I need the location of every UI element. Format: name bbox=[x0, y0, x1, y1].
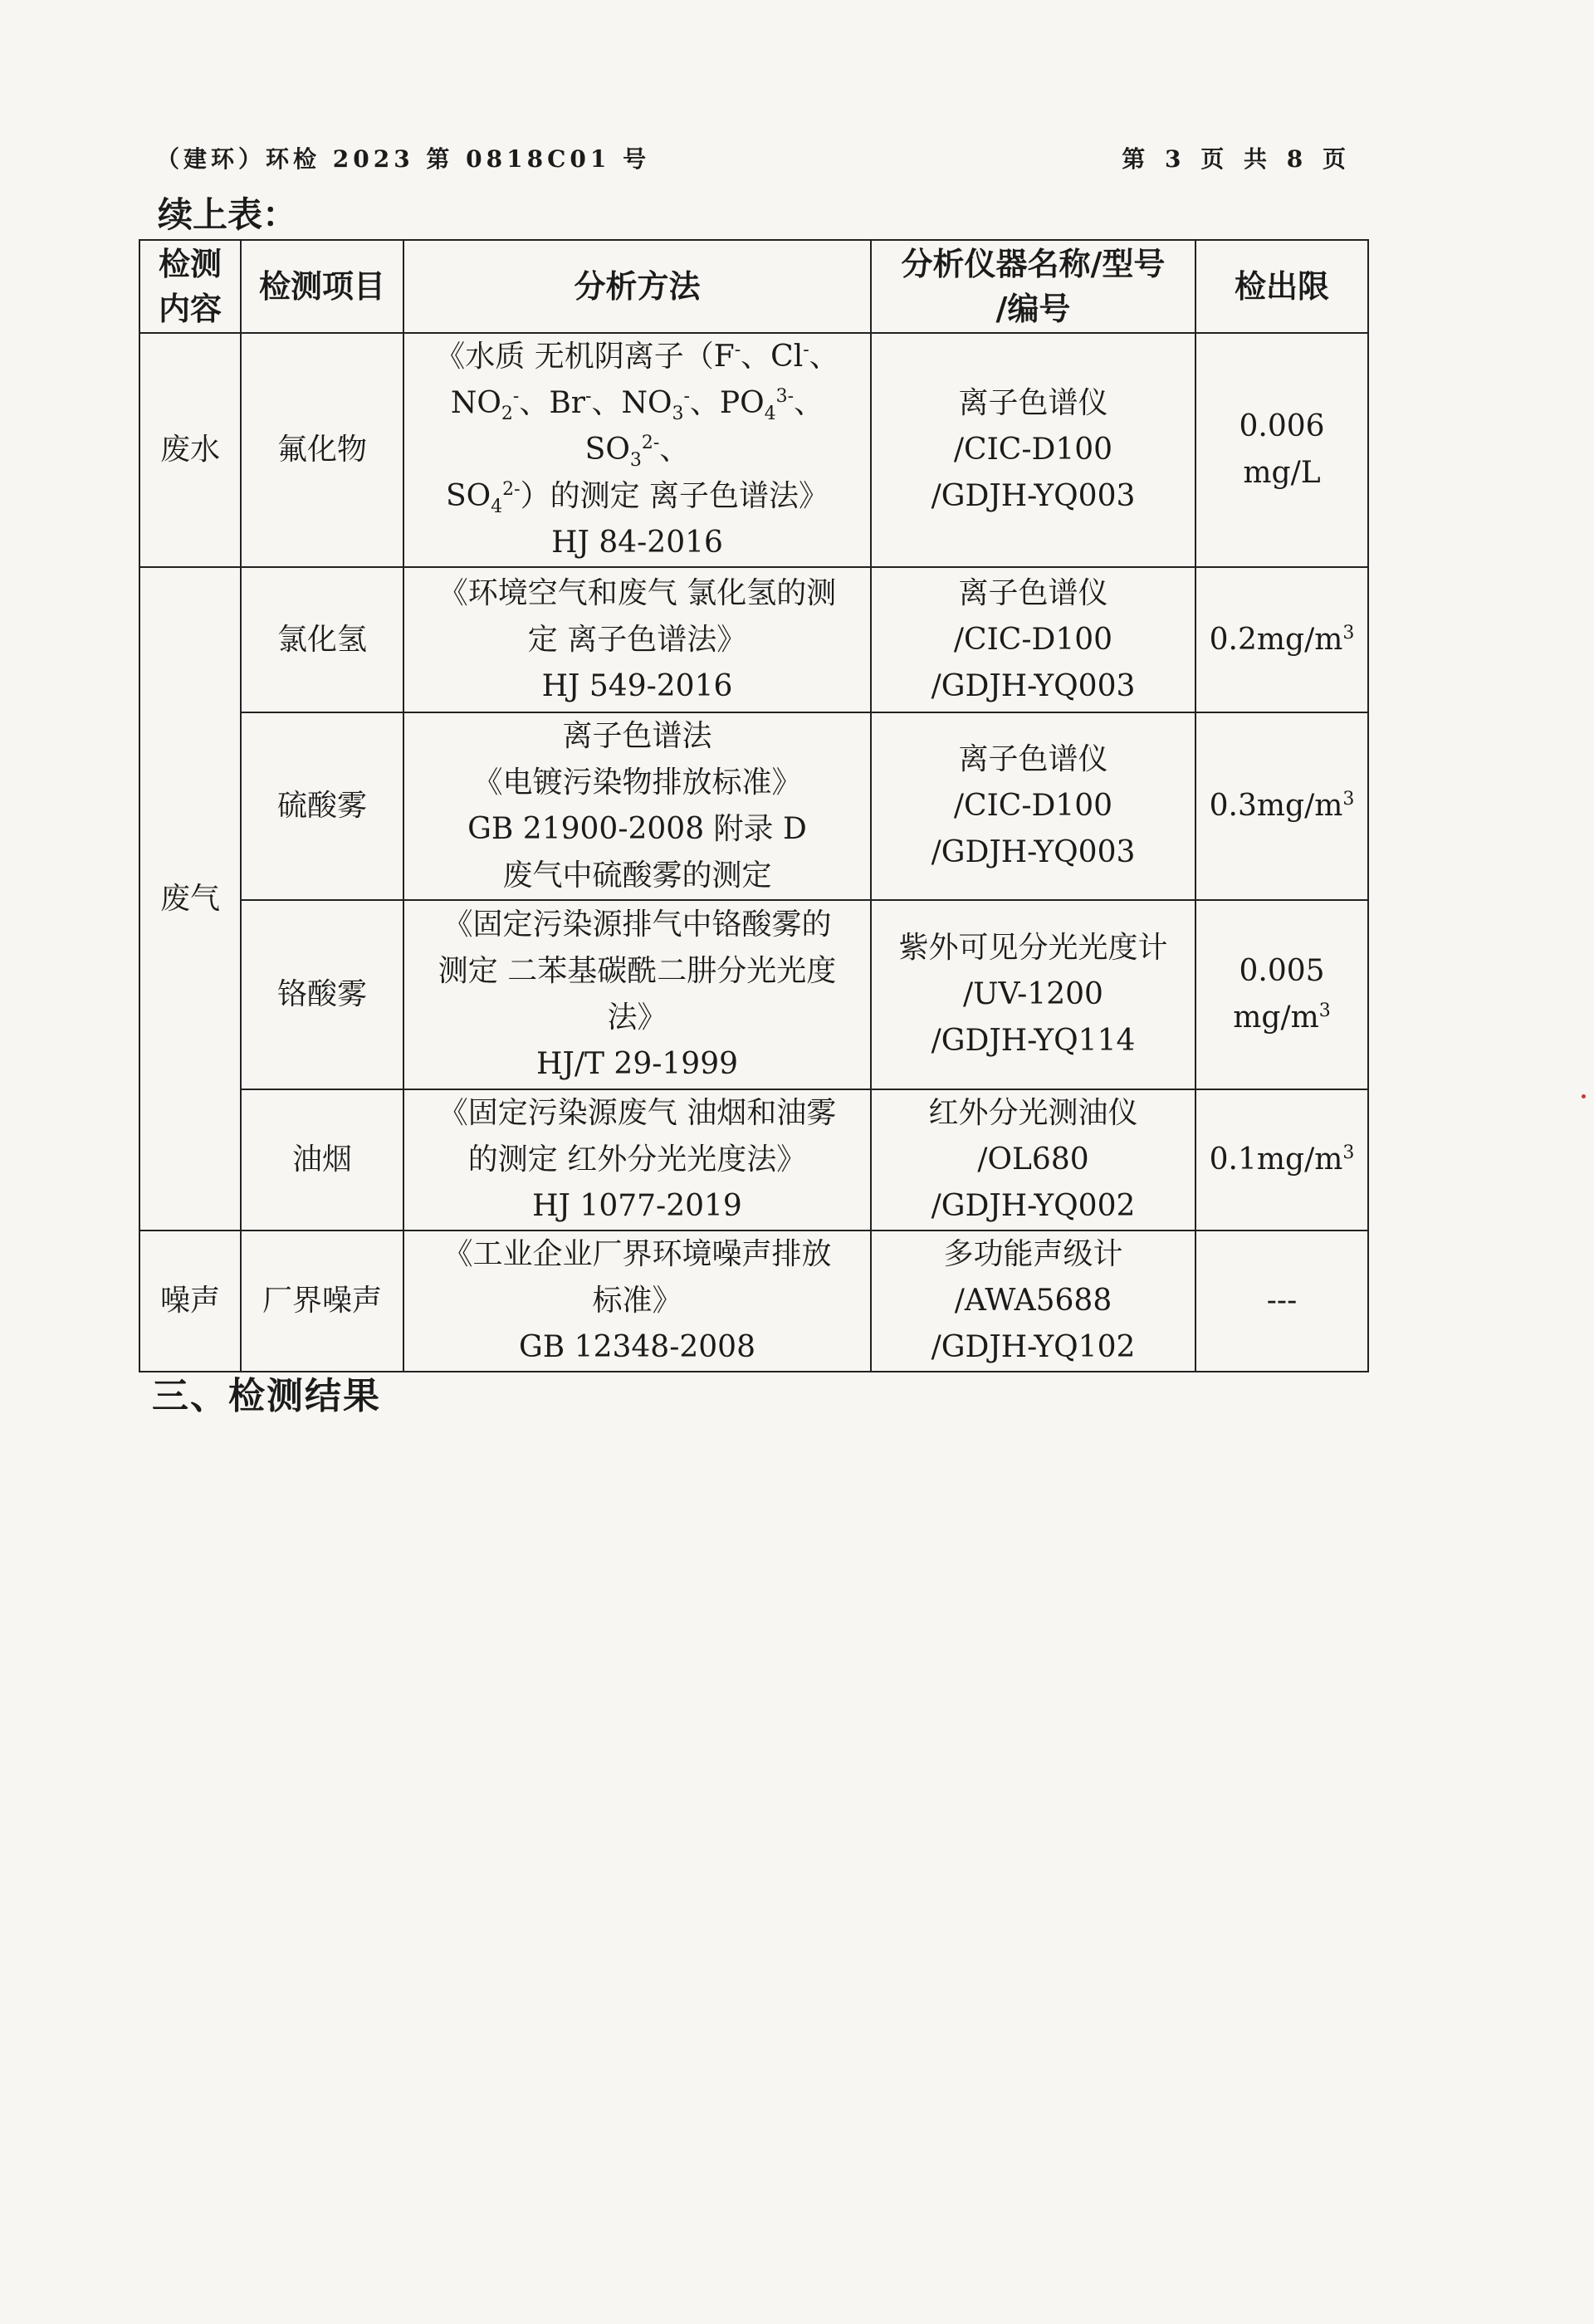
method-cell: 《环境空气和废气 氯化氢的测 定 离子色谱法》 HJ 549-2016 bbox=[403, 567, 871, 712]
table-row bbox=[139, 567, 1368, 712]
table-body bbox=[139, 333, 1368, 1372]
limit-cell: 0.005 $mg/m^3$ bbox=[1196, 900, 1368, 1089]
report-number: （建环）环检 2023 第 0818C01 号 bbox=[156, 145, 651, 173]
item-cell: 硫酸雾 bbox=[241, 712, 403, 900]
section-title-results: 三、检测结果 bbox=[152, 1375, 381, 1417]
limit-cell: $0.3mg/m^3$ bbox=[1196, 712, 1368, 900]
limit-cell: 0.006 mg/L bbox=[1196, 333, 1368, 567]
method-cell: 离子色谱法 《电镀污染物排放标准》 GB 21900-2008 附录 D 废气中硫酸雾的测定 bbox=[403, 712, 871, 900]
limit-cell: --- bbox=[1196, 1230, 1368, 1372]
table-row bbox=[139, 333, 1368, 567]
detection-methods-table bbox=[139, 239, 1369, 1372]
category-cell: 废水 bbox=[139, 333, 241, 567]
method-cell: 《固定污染源排气中铬酸雾的 测定 二苯基碳酰二肼分光光度 法》 HJ/T 29-1999 bbox=[403, 900, 871, 1089]
red-ink-mark bbox=[1582, 1094, 1586, 1098]
header-category: 检测 内容 bbox=[139, 240, 241, 333]
instrument-cell: 离子色谱仪 /CIC-D100 /GDJH-YQ003 bbox=[871, 333, 1196, 567]
instrument-cell: 红外分光测油仪 /OL680 /GDJH-YQ002 bbox=[871, 1089, 1196, 1230]
header-limit: 检出限 bbox=[1196, 240, 1368, 333]
table-row bbox=[139, 1230, 1368, 1372]
item-cell: 氟化物 bbox=[241, 333, 403, 567]
page-number: 第 3 页 共 8 页 bbox=[1122, 145, 1352, 173]
instrument-cell: 多功能声级计 /AWA5688 /GDJH-YQ102 bbox=[871, 1230, 1196, 1372]
item-cell: 铬酸雾 bbox=[241, 900, 403, 1089]
header-item: 检测项目 bbox=[241, 240, 403, 333]
instrument-cell: 离子色谱仪 /CIC-D100 /GDJH-YQ003 bbox=[871, 712, 1196, 900]
item-cell: 油烟 bbox=[241, 1089, 403, 1230]
instrument-cell: 离子色谱仪 /CIC-D100 /GDJH-YQ003 bbox=[871, 567, 1196, 712]
limit-cell: $0.1mg/m^3$ bbox=[1196, 1089, 1368, 1230]
header-instrument: 分析仪器名称/型号 /编号 bbox=[871, 240, 1196, 333]
method-cell: 《工业企业厂界环境噪声排放 标准》 GB 12348-2008 bbox=[403, 1230, 871, 1372]
table-row bbox=[139, 712, 1368, 900]
table-row bbox=[139, 1089, 1368, 1230]
continued-table-label: 续上表： bbox=[158, 194, 298, 235]
page-header bbox=[156, 141, 1352, 183]
category-cell: 噪声 bbox=[139, 1230, 241, 1372]
item-cell: 厂界噪声 bbox=[241, 1230, 403, 1372]
header-method: 分析方法 bbox=[403, 240, 871, 333]
limit-cell: $0.2mg/m^3$ bbox=[1196, 567, 1368, 712]
method-cell: 《固定污染源废气 油烟和油雾 的测定 红外分光光度法》 HJ 1077-2019 bbox=[403, 1089, 871, 1230]
instrument-cell: 紫外可见分光光度计 /UV-1200 /GDJH-YQ114 bbox=[871, 900, 1196, 1089]
category-cell: 废气 bbox=[139, 567, 241, 1230]
table-header-row bbox=[139, 240, 1368, 333]
method-cell: 《水质 无机阴离子（F-、Cl-、 $NO_2^-$、Br-、$NO_3^-$、$PO_4^{3-}$、$SO_3^{2-}$、 $SO_4^{2-}$）的测定 离子色谱法》 HJ 84-2016 bbox=[403, 333, 871, 567]
item-cell: 氯化氢 bbox=[241, 567, 403, 712]
table-row bbox=[139, 900, 1368, 1089]
